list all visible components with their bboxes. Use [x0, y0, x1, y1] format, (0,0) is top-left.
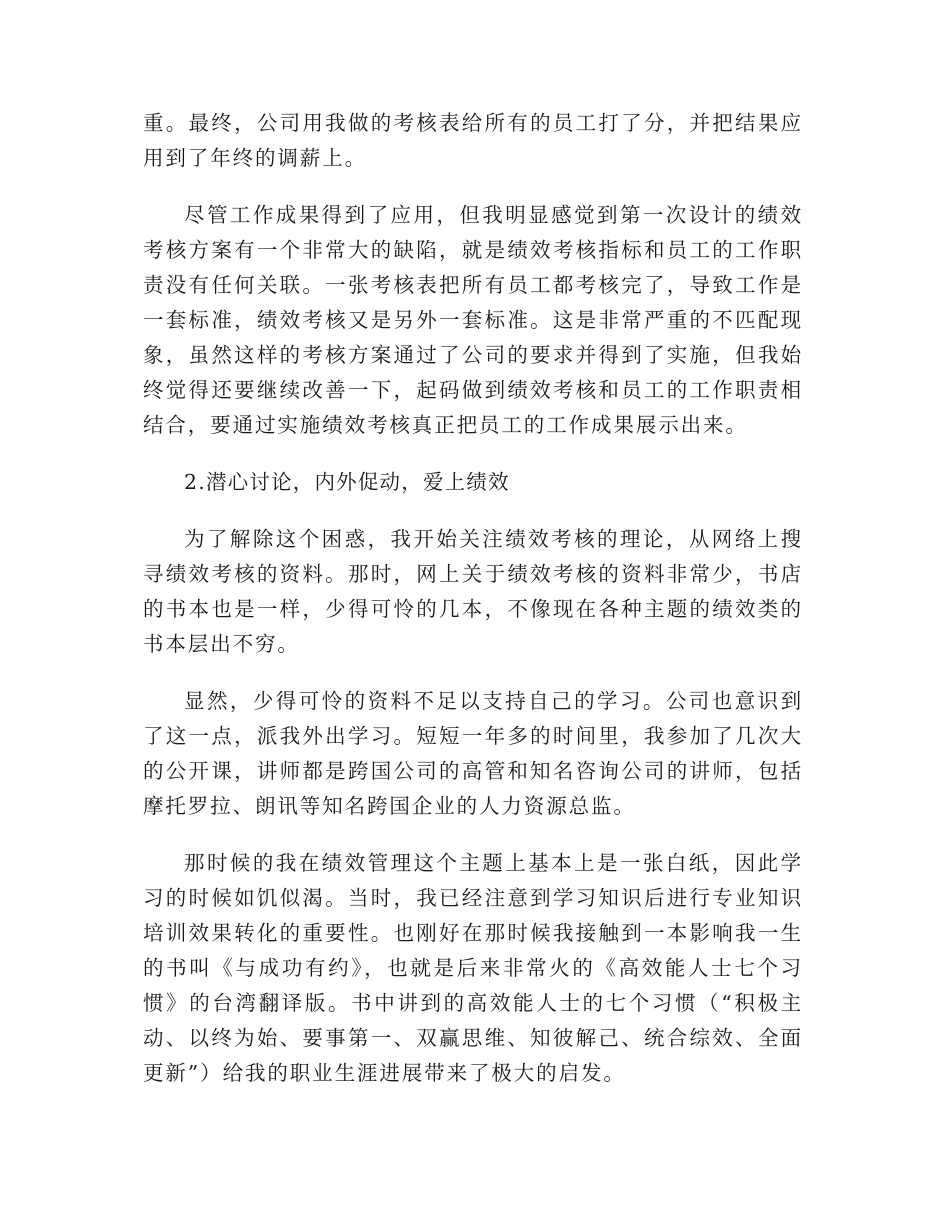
section-heading: 2.潜心讨论，内外促动，爱上绩效	[184, 470, 510, 494]
paragraph-seven-habits: 那时候的我在绩效管理这个主题上基本上是一张白纸，因此学习的时候如饥似渴。当时，我已经注意到学习知识后进行专业知识培训效果转化的重要性。也刚好在那时候我接触到一本影响我一生的书叫《与成功有约》，也就是后来非常火的《高效能人士七个习惯》的台湾翻译版。书中讲到的高效能人士的七个习惯（“积极主动、以终为始、要事第一、双赢思维、知彼解己、统合综效、全面更新”）给我的职业生涯进展带来了极大的启发。	[143, 851, 803, 1085]
paragraph-research: 为了解除这个困惑，我开始关注绩效考核的理论，从网络上搜寻绩效考核的资料。那时，网上关于绩效考核的资料非常少，书店的书本也是一样，少得可怜的几本，不像现在各种主题的绩效类的书本层出不穷。	[143, 527, 803, 656]
paragraph-flaw-analysis: 尽管工作成果得到了应用，但我明显感觉到第一次设计的绩效考核方案有一个非常大的缺陷，就是绩效考核指标和员工的工作职责没有任何关联。一张考核表把所有员工都考核完了，导致工作是一套标准，绩效考核又是另外一套标准。这是非常严重的不匹配现象，虽然这样的考核方案通过了公司的要求并得到了实施，但我始终觉得还要继续改善一下，起码做到绩效考核和员工的工作职责相结合，要通过实施绩效考核真正把员工的工作成果展示出来。	[143, 203, 803, 437]
paragraph-continuation: 重。最终，公司用我做的考核表给所有的员工打了分，并把结果应用到了年终的调薪上。	[143, 111, 803, 170]
paragraph-training: 显然，少得可怜的资料不足以支持自己的学习。公司也意识到了这一点，派我外出学习。短短一年多的时间里，我参加了几次大的公开课，讲师都是跨国公司的高管和知名咨询公司的讲师，包括摩托罗拉、朗讯等知名跨国企业的人力资源总监。	[143, 689, 803, 818]
document-body	[143, 106, 803, 1113]
